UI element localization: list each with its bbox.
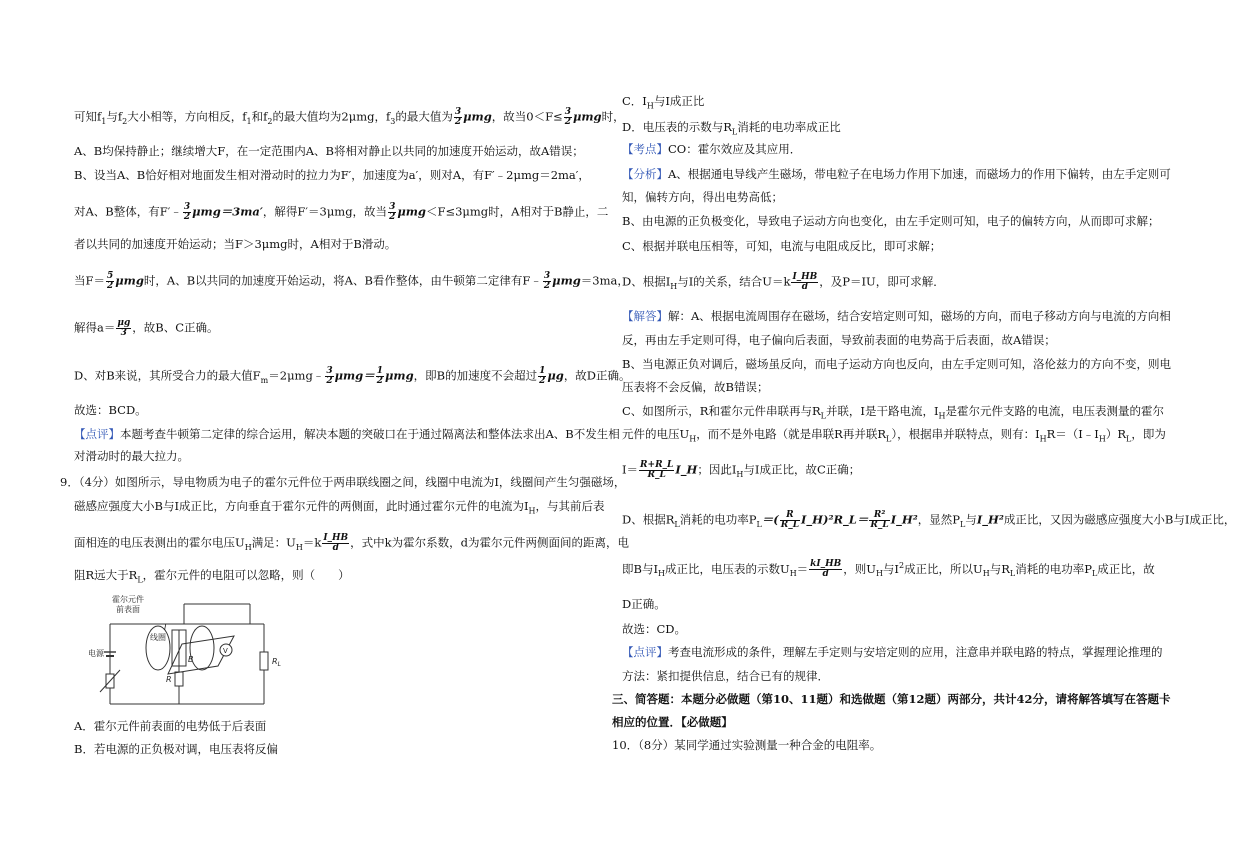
numerator: kI_HB [810,559,842,570]
sub: L [960,519,966,529]
math: μmg [572,109,602,124]
denominator: 2 [326,376,333,386]
fraction [809,560,842,579]
sub: H [295,542,303,552]
sub: L [756,519,762,529]
jieda-line-2: 反，再由左手定则可得，电子偏向后表面，导致前表面的电势高于后表面，故A错误； [622,333,1056,347]
text: 考查电流形成的条件，理解左手定则与安培定则的应用，注意串并联电路的特点，掌握理论推理的 [668,645,1163,659]
text: 成正比，故 [1097,561,1155,576]
text: 对A、B整体，有F′﹣ [74,204,182,219]
text: 与I成正比，故C正确； [743,462,861,477]
q9-line-b [74,498,605,519]
text: ，与其前后表 [535,499,605,513]
denominator: 2 [106,281,114,291]
numerator: R² [869,511,889,521]
text: 的最大值为 [395,109,453,124]
resistor-r [175,672,183,686]
text: R＝（I﹣I [1046,427,1099,441]
text: 成正比，电压表的示数U [664,561,790,576]
numerator: 3 [389,202,396,212]
sub: L [1091,569,1098,579]
dianping-line-2: 方法：紧扣提供信息，结合已有的规律． [622,669,829,683]
jieda-line-5 [622,403,1164,424]
sub: H [689,434,697,444]
text: 与R [989,561,1010,576]
denominator: R_L [870,520,889,530]
text: 和f [251,109,268,124]
denominator: R_L [647,470,666,480]
sub: L [674,519,680,529]
sub: H [938,411,946,421]
text: 与 [965,512,977,527]
fraction [116,319,131,338]
text: 消耗的电功率成正比 [737,120,841,134]
math: μg [547,368,564,383]
text: 并联，I是干路电流，I [825,404,939,418]
line-l3: B、设当A、B恰好相对地面发生相对滑动时的拉力为F′，加速度为a′，则对A，有F′﹣2μmg＝2ma′， [74,168,590,182]
jieda-line-8 [622,511,1235,533]
denominator: R_L [780,520,800,530]
text: I＝ [622,462,639,477]
sub: H [244,542,252,552]
text: 消耗的电功率P [679,512,757,527]
denominator: 2 [539,376,546,386]
sub: H [875,569,883,579]
sub: L [731,127,738,137]
text: 时，A、B以共同的加速度开始运动，将A、B看作整体，由牛顿第二定律有F﹣ [143,273,542,288]
math: μmg [115,273,144,288]
text: ，显然P [917,512,961,527]
text: ，故D正确。 [563,368,631,383]
label: 【解答】 [622,309,668,323]
jieda-line-1 [622,308,1171,324]
numerator: I_HB [323,533,349,543]
math: ＝( [761,512,779,527]
text: 成正比，又因为磁感应强度大小B与I成正比， [1003,512,1235,527]
kaodian-line [622,141,801,157]
label: 【点评】 [74,427,120,441]
text: 本题考查牛顿第二定律的综合运用，解决本题的突破口在于通过隔离法和整体法求出A、B不发生相 [120,427,620,441]
label-b: B [188,655,194,664]
label-rl [272,657,281,668]
label: 【点评】 [622,645,668,659]
text: 面相连的电压表测出的霍尔电压U [74,535,245,550]
jieda-line-4: 压表将不会反偏，故B错误； [622,380,769,394]
denominator: d [332,543,339,553]
numerator: 3 [543,271,551,281]
text: 元件的电压U [622,427,690,441]
sub: H [789,569,797,579]
numerator: 1 [376,366,383,376]
fraction [639,461,674,480]
text: ），根据串并联特点，则有：I [891,427,1040,441]
label-source: 电源 [88,649,104,658]
text: ，故B、C正确。 [132,320,219,335]
sub: 1 [246,116,252,126]
label-front: 前表面 [116,605,140,614]
text: 与I [882,561,899,576]
q9-line-c [74,534,629,556]
denominator: 2 [376,376,383,386]
denominator: 2 [183,212,191,222]
sub: H [736,469,744,479]
sub: 2 [267,116,273,126]
jieda-line-10: D正确。 [622,597,666,611]
hall-effect-circuit-figure [84,592,284,714]
section-3-line-a: 三、简答题：本题分必做题（第10、11题）和选做题（第12题）两部分，共计42分，请将解答填写在答题卡 [612,692,1171,706]
sub: H [658,569,665,579]
sub: 1 [101,116,107,126]
text: ＝ [796,561,809,576]
text: 大小相等，方向相反，f [127,109,247,124]
math: μmg [384,368,414,383]
text: ，式中k为霍尔系数，d为霍尔元件两侧面间的距离，电 [350,535,629,550]
text: ，即为 [1131,427,1166,441]
text: ＝k [302,535,322,550]
fraction [322,534,349,553]
sub: L [820,411,826,421]
math: μmg [552,273,581,288]
section-3-line-b: 相应的位置．【必做题】 [612,715,733,729]
sub: L [1126,434,1132,444]
text: A、根据通电导线产生磁场，带电粒子在电场力作用下加速，而磁场力的作用下偏转，由左手定则可 [668,167,1171,181]
fraction [869,511,889,530]
denominator: 2 [543,281,551,291]
math: I_H [675,462,698,477]
label: 【考点】 [622,142,668,156]
line-l6 [74,272,629,291]
line-l4 [74,203,608,222]
math: μmg [334,368,364,383]
sub: H [528,506,536,516]
text: C．I [622,94,647,108]
math: μmg＝3ma′ [192,204,263,219]
sub: 2 [122,116,128,126]
option-c[interactable] [622,93,704,114]
label: 【分析】 [622,167,668,181]
text: ＜F≤3μmg时，A相对于B静止，二 [425,204,609,219]
line-l7 [74,319,219,338]
fraction [543,272,551,291]
question-10: 10．（8分）某同学通过实验测量一种合金的电阻率。 [612,738,882,752]
fraction [454,108,462,127]
text: ＝2μmg﹣ [268,368,325,383]
text: 与I成正比 [653,94,705,108]
text: 与I的关系，结合U＝k [677,274,791,289]
denominator: 2 [454,117,462,127]
numerator: 3 [564,107,571,117]
numerator: 5 [106,271,114,281]
text: 阻R远大于R [74,568,138,582]
math: I_H² [976,512,1004,527]
dianping-line-1 [622,644,1163,660]
sub: H [1039,434,1047,444]
denominator: d [801,282,809,292]
sub: 3 [390,116,396,126]
math: μmg [463,109,492,124]
sup: 2 [898,561,905,570]
label-rl-sub: L [277,661,281,668]
option-a[interactable]: A．霍尔元件前表面的电势低于后表面 [74,719,267,733]
coil-right [190,626,214,670]
line-l1 [74,108,625,130]
q9-line-d [74,567,350,588]
line-l11: 对滑动时的最大拉力。 [74,449,189,463]
text: 是霍尔元件支路的电流，电压表测量的霍尔 [945,404,1165,418]
fraction [564,108,572,127]
text: ，故当0＜F≤ [491,109,563,124]
line-l2: A、B均保持静止；继续增大F，在一定范围内A、B将相对静止以共同的加速度开始运动，故A错误； [74,144,584,158]
text: ；因此I [697,462,737,477]
fraction [388,203,396,222]
sub: H [1098,434,1106,444]
text: CO：霍尔效应及其应用． [668,142,802,156]
text: D、根据I [622,274,671,289]
fenxi-line-1 [622,166,1171,182]
option-b[interactable]: B．若电源的正负极对调，电压表将反偏 [74,742,278,756]
text: ）R [1105,427,1127,441]
fraction [106,272,114,291]
label-hall: 霍尔元件 [112,595,144,604]
text: D、根据R [622,512,675,527]
label-r: R [166,675,172,684]
text: D、对B来说，其所受合力的最大值F [74,368,261,383]
math: I_H² [890,512,918,527]
text: ，而不是外电路（就是串联R再并联R [696,427,887,441]
text: 解得a＝ [74,320,116,335]
text: 成正比，所以U [904,561,983,576]
text: ＝3ma， [580,273,629,288]
denominator: d [822,569,829,580]
text: 即B与I [622,561,658,576]
sub: H [646,101,654,111]
jieda-line-3: B、当电源正负对调后，磁场虽反向，而电子运动方向也反向，由左手定则可知，洛伦兹力的方向不变，则电 [622,357,1171,371]
jieda-line-9 [622,558,1155,582]
text: 可知f [74,109,102,124]
fenxi-line-5 [622,273,945,295]
fraction [538,367,546,386]
numerator: 3 [454,107,462,117]
sub: m [260,375,269,385]
denominator: 3 [120,328,127,338]
resistor-rl [260,652,268,670]
jieda-line-7 [622,461,860,483]
text: ，即B的加速度不会超过 [413,368,538,383]
numerator: μg [117,318,131,328]
sub: L [886,434,892,444]
line-l8 [74,367,631,389]
fraction [183,203,191,222]
sub: H [982,569,990,579]
math: I_H)²R_L＝ [801,512,869,527]
sub: L [137,575,143,585]
label-i: I [164,623,167,632]
text: ，解得F′＝3μmg，故当 [262,204,388,219]
line-l5: 者以共同的加速度开始运动；当F＞3μmg时，A相对于B滑动。 [74,237,397,251]
numerator: R [780,511,800,521]
fenxi-line-3: B、由电源的正负极变化，导致电子运动方向也变化，由左手定则可知，电子的偏转方向，从而即可求解； [622,214,1160,228]
text: 满足：U [251,535,296,550]
text: 磁感应强度大小B与I成正比，方向垂直于霍尔元件的两侧面，此时通过霍尔元件的电流为I [74,499,529,513]
q9-line-a: 9．（4分）如图所示，导电物质为电子的霍尔元件位于两串联线圈之间，线圈中电流为I，线圈间产生匀强磁场， [60,475,626,489]
numerator: 3 [183,202,191,212]
fenxi-line-2: 知，偏转方向，得出电势高低； [622,190,783,204]
text: ，霍尔元件的电阻可以忽略，则（ ） [142,568,350,582]
denominator: 2 [389,212,396,222]
fenxi-line-4: C、根据并联电压相等，可知，电流与电阻成反比，即可求解； [622,239,942,253]
text: 当F＝ [74,273,105,288]
option-d[interactable] [622,119,841,140]
sub: H [670,281,678,291]
denominator: 2 [564,117,571,127]
fraction [325,367,333,386]
math: ＝ [363,368,375,383]
fraction [376,367,384,386]
line-l9: 故选：BCD。 [74,403,147,417]
line-l10 [74,426,620,442]
text: ，及P＝IU，即可求解． [819,274,945,289]
label-v: V [223,647,228,655]
text: C、如图所示，R和霍尔元件串联再与R [622,404,821,418]
label-rl-main: R [272,657,278,666]
numerator: 3 [326,366,333,376]
math: μmg [397,204,426,219]
text: 的最大值均为2μmg，f [272,109,391,124]
fraction [780,511,800,530]
sub: L [1009,569,1016,579]
text: ，则U [843,561,876,576]
text: D．电压表的示数与R [622,120,732,134]
fraction [791,273,818,292]
text: 时， [601,109,625,124]
text: 解：A、根据电流周围存在磁场，结合安培定则可知，磁场的方向，而电子移动方向与电流的方向相 [668,309,1171,323]
jieda-line-6 [622,426,1166,447]
label-coil: 线圈 [150,633,166,642]
jieda-line-11: 故选：CD。 [622,622,687,636]
numerator: 1 [539,366,546,376]
text: 与f [106,109,123,124]
numerator: R+R_L [640,460,674,470]
text: 消耗的电功率P [1015,561,1092,576]
numerator: I_HB [792,272,818,282]
